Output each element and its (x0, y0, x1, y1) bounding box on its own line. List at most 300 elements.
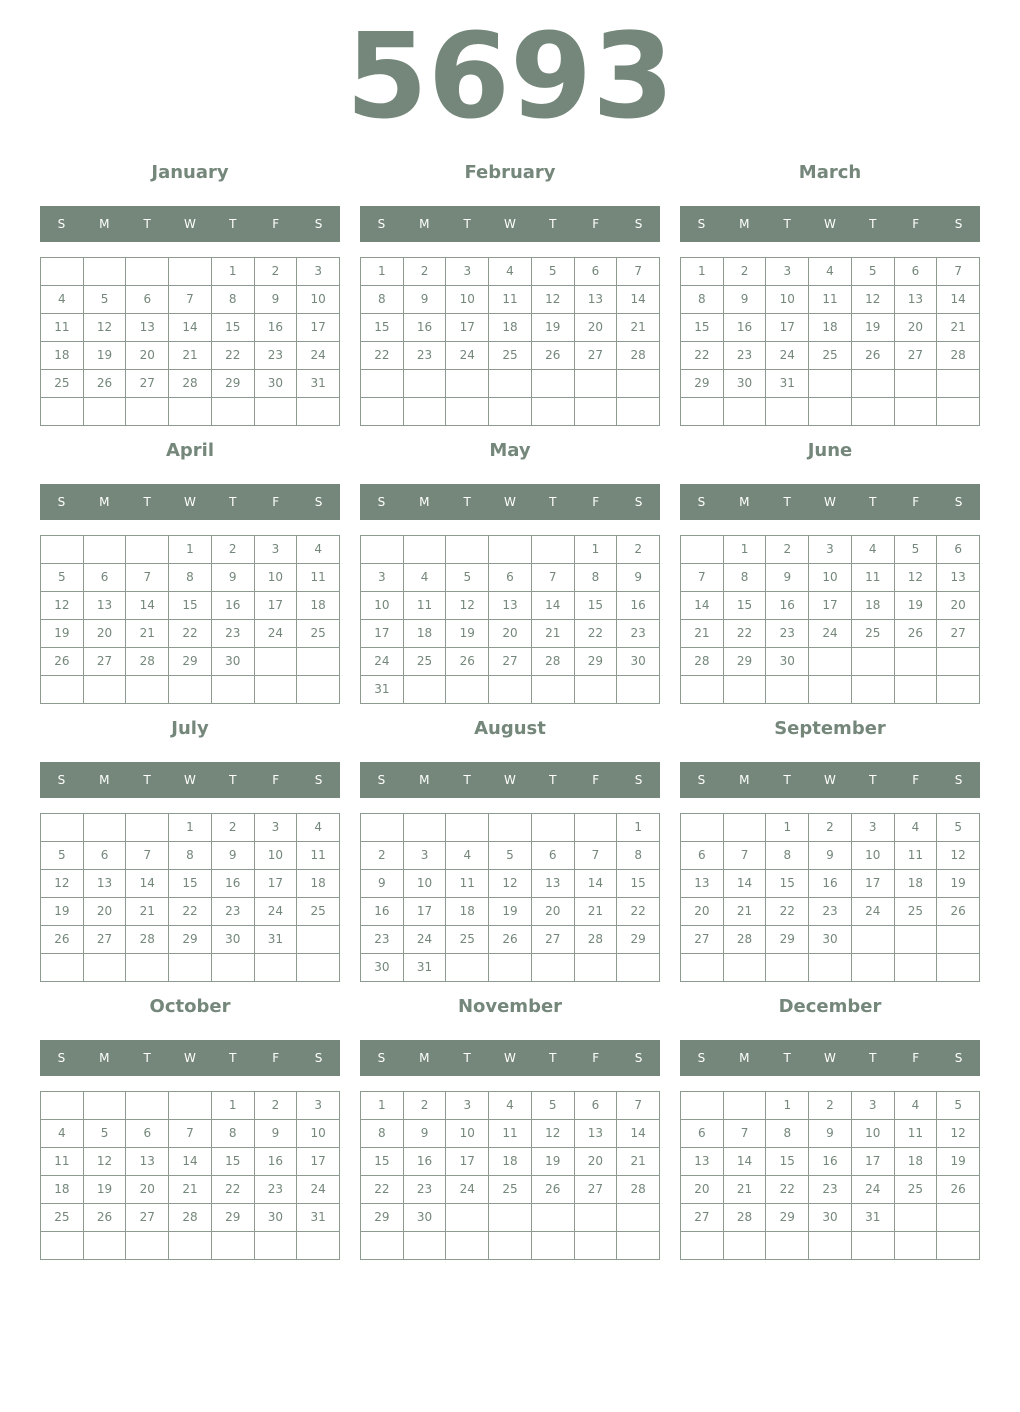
day-cell[interactable]: 27 (532, 926, 575, 954)
day-cell[interactable]: 5 (41, 842, 84, 870)
day-cell[interactable]: 30 (809, 926, 852, 954)
day-cell[interactable]: 21 (169, 1176, 212, 1204)
day-cell[interactable]: 3 (361, 564, 404, 592)
day-cell[interactable]: 8 (212, 1120, 255, 1148)
day-cell[interactable]: 24 (809, 620, 852, 648)
day-cell[interactable]: 21 (617, 1148, 660, 1176)
day-cell[interactable]: 25 (41, 1204, 84, 1232)
day-cell[interactable]: 30 (724, 370, 767, 398)
day-cell[interactable]: 28 (575, 926, 618, 954)
day-cell[interactable]: 10 (809, 564, 852, 592)
day-cell[interactable]: 21 (724, 1176, 767, 1204)
day-cell[interactable]: 11 (446, 870, 489, 898)
day-cell[interactable]: 26 (41, 926, 84, 954)
day-cell[interactable]: 4 (852, 536, 895, 564)
day-cell[interactable]: 3 (809, 536, 852, 564)
day-cell[interactable]: 23 (809, 898, 852, 926)
day-cell[interactable]: 6 (681, 1120, 724, 1148)
day-cell[interactable]: 20 (575, 1148, 618, 1176)
day-cell[interactable]: 17 (255, 592, 298, 620)
day-cell[interactable]: 29 (766, 926, 809, 954)
day-cell[interactable]: 6 (84, 842, 127, 870)
day-cell[interactable]: 20 (126, 1176, 169, 1204)
day-cell[interactable]: 19 (532, 314, 575, 342)
day-cell[interactable]: 5 (84, 286, 127, 314)
day-cell[interactable]: 21 (937, 314, 980, 342)
day-cell[interactable]: 26 (84, 370, 127, 398)
day-cell[interactable]: 14 (532, 592, 575, 620)
day-cell[interactable]: 21 (532, 620, 575, 648)
day-cell[interactable]: 14 (724, 870, 767, 898)
day-cell[interactable]: 7 (617, 1092, 660, 1120)
day-cell[interactable]: 23 (617, 620, 660, 648)
day-cell[interactable]: 14 (617, 1120, 660, 1148)
day-cell[interactable]: 30 (766, 648, 809, 676)
day-cell[interactable]: 16 (255, 314, 298, 342)
day-cell[interactable]: 29 (575, 648, 618, 676)
day-cell[interactable]: 24 (255, 620, 298, 648)
day-cell[interactable]: 18 (41, 1176, 84, 1204)
day-cell[interactable]: 4 (297, 814, 340, 842)
day-cell[interactable]: 19 (532, 1148, 575, 1176)
day-cell[interactable]: 24 (446, 1176, 489, 1204)
day-cell[interactable]: 14 (126, 870, 169, 898)
day-cell[interactable]: 8 (681, 286, 724, 314)
day-cell[interactable]: 15 (361, 1148, 404, 1176)
day-cell[interactable]: 19 (41, 620, 84, 648)
day-cell[interactable]: 16 (809, 870, 852, 898)
day-cell[interactable]: 9 (766, 564, 809, 592)
day-cell[interactable]: 30 (212, 648, 255, 676)
day-cell[interactable]: 17 (404, 898, 447, 926)
day-cell[interactable]: 10 (255, 564, 298, 592)
day-cell[interactable]: 13 (681, 870, 724, 898)
day-cell[interactable]: 19 (895, 592, 938, 620)
day-cell[interactable]: 18 (489, 1148, 532, 1176)
day-cell[interactable]: 1 (766, 814, 809, 842)
day-cell[interactable]: 7 (937, 258, 980, 286)
day-cell[interactable]: 17 (255, 870, 298, 898)
day-cell[interactable]: 29 (361, 1204, 404, 1232)
day-cell[interactable]: 4 (446, 842, 489, 870)
day-cell[interactable]: 11 (41, 314, 84, 342)
day-cell[interactable]: 19 (937, 870, 980, 898)
day-cell[interactable]: 16 (212, 592, 255, 620)
day-cell[interactable]: 4 (41, 286, 84, 314)
day-cell[interactable]: 17 (446, 1148, 489, 1176)
day-cell[interactable]: 5 (532, 1092, 575, 1120)
day-cell[interactable]: 2 (809, 814, 852, 842)
day-cell[interactable]: 30 (255, 370, 298, 398)
day-cell[interactable]: 10 (852, 1120, 895, 1148)
day-cell[interactable]: 18 (404, 620, 447, 648)
day-cell[interactable]: 28 (724, 926, 767, 954)
day-cell[interactable]: 28 (126, 648, 169, 676)
day-cell[interactable]: 22 (681, 342, 724, 370)
day-cell[interactable]: 5 (852, 258, 895, 286)
day-cell[interactable]: 11 (41, 1148, 84, 1176)
day-cell[interactable]: 17 (809, 592, 852, 620)
day-cell[interactable]: 1 (617, 814, 660, 842)
day-cell[interactable]: 2 (255, 258, 298, 286)
day-cell[interactable]: 22 (212, 1176, 255, 1204)
day-cell[interactable]: 8 (724, 564, 767, 592)
day-cell[interactable]: 25 (895, 898, 938, 926)
day-cell[interactable]: 5 (532, 258, 575, 286)
day-cell[interactable]: 31 (852, 1204, 895, 1232)
day-cell[interactable]: 18 (895, 870, 938, 898)
day-cell[interactable]: 30 (617, 648, 660, 676)
day-cell[interactable]: 15 (766, 870, 809, 898)
day-cell[interactable]: 9 (212, 564, 255, 592)
day-cell[interactable]: 15 (575, 592, 618, 620)
day-cell[interactable]: 30 (255, 1204, 298, 1232)
day-cell[interactable]: 28 (681, 648, 724, 676)
day-cell[interactable]: 11 (809, 286, 852, 314)
day-cell[interactable]: 27 (126, 370, 169, 398)
day-cell[interactable]: 24 (766, 342, 809, 370)
day-cell[interactable]: 11 (489, 1120, 532, 1148)
day-cell[interactable]: 19 (84, 342, 127, 370)
day-cell[interactable]: 11 (297, 564, 340, 592)
day-cell[interactable]: 27 (126, 1204, 169, 1232)
day-cell[interactable]: 5 (937, 1092, 980, 1120)
day-cell[interactable]: 28 (126, 926, 169, 954)
day-cell[interactable]: 16 (766, 592, 809, 620)
day-cell[interactable]: 22 (617, 898, 660, 926)
day-cell[interactable]: 4 (489, 258, 532, 286)
day-cell[interactable]: 13 (84, 592, 127, 620)
day-cell[interactable]: 5 (84, 1120, 127, 1148)
day-cell[interactable]: 4 (895, 1092, 938, 1120)
day-cell[interactable]: 31 (255, 926, 298, 954)
day-cell[interactable]: 17 (361, 620, 404, 648)
day-cell[interactable]: 29 (212, 370, 255, 398)
day-cell[interactable]: 9 (724, 286, 767, 314)
day-cell[interactable]: 14 (169, 1148, 212, 1176)
day-cell[interactable]: 17 (766, 314, 809, 342)
day-cell[interactable]: 8 (169, 564, 212, 592)
day-cell[interactable]: 4 (895, 814, 938, 842)
day-cell[interactable]: 17 (852, 1148, 895, 1176)
day-cell[interactable]: 4 (809, 258, 852, 286)
day-cell[interactable]: 27 (575, 342, 618, 370)
day-cell[interactable]: 6 (126, 1120, 169, 1148)
day-cell[interactable]: 9 (212, 842, 255, 870)
day-cell[interactable]: 31 (297, 1204, 340, 1232)
day-cell[interactable]: 2 (212, 814, 255, 842)
day-cell[interactable]: 1 (212, 258, 255, 286)
day-cell[interactable]: 9 (809, 1120, 852, 1148)
day-cell[interactable]: 28 (617, 342, 660, 370)
day-cell[interactable]: 30 (212, 926, 255, 954)
day-cell[interactable]: 3 (852, 1092, 895, 1120)
day-cell[interactable]: 28 (724, 1204, 767, 1232)
day-cell[interactable]: 24 (297, 1176, 340, 1204)
day-cell[interactable]: 22 (169, 620, 212, 648)
day-cell[interactable]: 31 (361, 676, 404, 704)
day-cell[interactable]: 26 (937, 898, 980, 926)
day-cell[interactable]: 23 (404, 1176, 447, 1204)
day-cell[interactable]: 25 (297, 620, 340, 648)
day-cell[interactable]: 13 (84, 870, 127, 898)
day-cell[interactable]: 19 (852, 314, 895, 342)
day-cell[interactable]: 4 (404, 564, 447, 592)
day-cell[interactable]: 22 (212, 342, 255, 370)
day-cell[interactable]: 8 (169, 842, 212, 870)
day-cell[interactable]: 26 (41, 648, 84, 676)
day-cell[interactable]: 26 (532, 1176, 575, 1204)
day-cell[interactable]: 2 (766, 536, 809, 564)
day-cell[interactable]: 27 (895, 342, 938, 370)
day-cell[interactable]: 29 (681, 370, 724, 398)
day-cell[interactable]: 18 (41, 342, 84, 370)
day-cell[interactable]: 2 (809, 1092, 852, 1120)
day-cell[interactable]: 24 (255, 898, 298, 926)
day-cell[interactable]: 10 (766, 286, 809, 314)
day-cell[interactable]: 23 (809, 1176, 852, 1204)
day-cell[interactable]: 12 (446, 592, 489, 620)
day-cell[interactable]: 5 (41, 564, 84, 592)
day-cell[interactable]: 1 (169, 814, 212, 842)
day-cell[interactable]: 26 (84, 1204, 127, 1232)
day-cell[interactable]: 24 (852, 1176, 895, 1204)
day-cell[interactable]: 17 (297, 314, 340, 342)
day-cell[interactable]: 3 (852, 814, 895, 842)
day-cell[interactable]: 25 (852, 620, 895, 648)
day-cell[interactable]: 13 (681, 1148, 724, 1176)
day-cell[interactable]: 18 (852, 592, 895, 620)
day-cell[interactable]: 22 (361, 342, 404, 370)
day-cell[interactable]: 8 (766, 842, 809, 870)
day-cell[interactable]: 18 (446, 898, 489, 926)
day-cell[interactable]: 31 (766, 370, 809, 398)
day-cell[interactable]: 23 (724, 342, 767, 370)
day-cell[interactable]: 20 (489, 620, 532, 648)
day-cell[interactable]: 14 (617, 286, 660, 314)
day-cell[interactable]: 24 (361, 648, 404, 676)
day-cell[interactable]: 16 (212, 870, 255, 898)
day-cell[interactable]: 24 (404, 926, 447, 954)
day-cell[interactable]: 20 (84, 620, 127, 648)
day-cell[interactable]: 3 (766, 258, 809, 286)
day-cell[interactable]: 8 (212, 286, 255, 314)
day-cell[interactable]: 18 (297, 592, 340, 620)
day-cell[interactable]: 10 (446, 286, 489, 314)
day-cell[interactable]: 15 (766, 1148, 809, 1176)
day-cell[interactable]: 10 (297, 286, 340, 314)
day-cell[interactable]: 25 (489, 1176, 532, 1204)
day-cell[interactable]: 26 (446, 648, 489, 676)
day-cell[interactable]: 6 (937, 536, 980, 564)
day-cell[interactable]: 14 (575, 870, 618, 898)
day-cell[interactable]: 15 (617, 870, 660, 898)
day-cell[interactable]: 16 (404, 1148, 447, 1176)
day-cell[interactable]: 26 (489, 926, 532, 954)
day-cell[interactable]: 1 (724, 536, 767, 564)
day-cell[interactable]: 27 (84, 648, 127, 676)
day-cell[interactable]: 20 (681, 1176, 724, 1204)
day-cell[interactable]: 8 (617, 842, 660, 870)
day-cell[interactable]: 19 (84, 1176, 127, 1204)
day-cell[interactable]: 6 (84, 564, 127, 592)
day-cell[interactable]: 1 (212, 1092, 255, 1120)
day-cell[interactable]: 11 (895, 1120, 938, 1148)
day-cell[interactable]: 20 (681, 898, 724, 926)
day-cell[interactable]: 3 (404, 842, 447, 870)
day-cell[interactable]: 25 (41, 370, 84, 398)
day-cell[interactable]: 29 (169, 648, 212, 676)
day-cell[interactable]: 11 (297, 842, 340, 870)
day-cell[interactable]: 21 (724, 898, 767, 926)
day-cell[interactable]: 11 (852, 564, 895, 592)
day-cell[interactable]: 16 (361, 898, 404, 926)
day-cell[interactable]: 25 (297, 898, 340, 926)
day-cell[interactable]: 23 (404, 342, 447, 370)
day-cell[interactable]: 11 (489, 286, 532, 314)
day-cell[interactable]: 7 (126, 842, 169, 870)
day-cell[interactable]: 10 (297, 1120, 340, 1148)
day-cell[interactable]: 5 (446, 564, 489, 592)
day-cell[interactable]: 7 (681, 564, 724, 592)
day-cell[interactable]: 8 (766, 1120, 809, 1148)
day-cell[interactable]: 9 (809, 842, 852, 870)
day-cell[interactable]: 28 (617, 1176, 660, 1204)
day-cell[interactable]: 26 (532, 342, 575, 370)
day-cell[interactable]: 15 (169, 870, 212, 898)
day-cell[interactable]: 30 (404, 1204, 447, 1232)
day-cell[interactable]: 4 (489, 1092, 532, 1120)
day-cell[interactable]: 22 (169, 898, 212, 926)
day-cell[interactable]: 29 (212, 1204, 255, 1232)
day-cell[interactable]: 7 (617, 258, 660, 286)
day-cell[interactable]: 31 (297, 370, 340, 398)
day-cell[interactable]: 18 (809, 314, 852, 342)
day-cell[interactable]: 23 (212, 620, 255, 648)
day-cell[interactable]: 14 (724, 1148, 767, 1176)
day-cell[interactable]: 1 (766, 1092, 809, 1120)
day-cell[interactable]: 27 (681, 1204, 724, 1232)
day-cell[interactable]: 7 (532, 564, 575, 592)
day-cell[interactable]: 22 (766, 1176, 809, 1204)
day-cell[interactable]: 27 (84, 926, 127, 954)
day-cell[interactable]: 16 (724, 314, 767, 342)
day-cell[interactable]: 9 (617, 564, 660, 592)
day-cell[interactable]: 21 (617, 314, 660, 342)
day-cell[interactable]: 1 (169, 536, 212, 564)
day-cell[interactable]: 27 (489, 648, 532, 676)
day-cell[interactable]: 9 (255, 1120, 298, 1148)
day-cell[interactable]: 16 (255, 1148, 298, 1176)
day-cell[interactable]: 19 (446, 620, 489, 648)
day-cell[interactable]: 15 (169, 592, 212, 620)
day-cell[interactable]: 20 (84, 898, 127, 926)
day-cell[interactable]: 14 (169, 314, 212, 342)
day-cell[interactable]: 13 (126, 314, 169, 342)
day-cell[interactable]: 24 (852, 898, 895, 926)
day-cell[interactable]: 25 (404, 648, 447, 676)
day-cell[interactable]: 21 (126, 620, 169, 648)
day-cell[interactable]: 13 (575, 286, 618, 314)
day-cell[interactable]: 8 (361, 1120, 404, 1148)
day-cell[interactable]: 30 (809, 1204, 852, 1232)
day-cell[interactable]: 31 (404, 954, 447, 982)
day-cell[interactable]: 13 (937, 564, 980, 592)
day-cell[interactable]: 14 (937, 286, 980, 314)
day-cell[interactable]: 26 (937, 1176, 980, 1204)
day-cell[interactable]: 17 (446, 314, 489, 342)
day-cell[interactable]: 10 (446, 1120, 489, 1148)
day-cell[interactable]: 20 (895, 314, 938, 342)
day-cell[interactable]: 13 (575, 1120, 618, 1148)
day-cell[interactable]: 27 (575, 1176, 618, 1204)
day-cell[interactable]: 10 (404, 870, 447, 898)
day-cell[interactable]: 4 (297, 536, 340, 564)
day-cell[interactable]: 20 (937, 592, 980, 620)
day-cell[interactable]: 9 (255, 286, 298, 314)
day-cell[interactable]: 22 (766, 898, 809, 926)
day-cell[interactable]: 21 (681, 620, 724, 648)
day-cell[interactable]: 18 (297, 870, 340, 898)
day-cell[interactable]: 15 (681, 314, 724, 342)
day-cell[interactable]: 6 (575, 258, 618, 286)
day-cell[interactable]: 10 (255, 842, 298, 870)
day-cell[interactable]: 12 (937, 842, 980, 870)
day-cell[interactable]: 14 (681, 592, 724, 620)
day-cell[interactable]: 11 (895, 842, 938, 870)
day-cell[interactable]: 23 (212, 898, 255, 926)
day-cell[interactable]: 7 (724, 842, 767, 870)
day-cell[interactable]: 11 (404, 592, 447, 620)
day-cell[interactable]: 26 (895, 620, 938, 648)
day-cell[interactable]: 3 (297, 258, 340, 286)
day-cell[interactable]: 13 (489, 592, 532, 620)
day-cell[interactable]: 9 (404, 1120, 447, 1148)
day-cell[interactable]: 28 (169, 370, 212, 398)
day-cell[interactable]: 12 (41, 870, 84, 898)
day-cell[interactable]: 15 (361, 314, 404, 342)
day-cell[interactable]: 25 (809, 342, 852, 370)
day-cell[interactable]: 28 (532, 648, 575, 676)
day-cell[interactable]: 16 (809, 1148, 852, 1176)
day-cell[interactable]: 3 (255, 536, 298, 564)
day-cell[interactable]: 19 (937, 1148, 980, 1176)
day-cell[interactable]: 16 (617, 592, 660, 620)
day-cell[interactable]: 20 (126, 342, 169, 370)
day-cell[interactable]: 12 (532, 1120, 575, 1148)
day-cell[interactable]: 12 (937, 1120, 980, 1148)
day-cell[interactable]: 1 (361, 258, 404, 286)
day-cell[interactable]: 18 (895, 1148, 938, 1176)
day-cell[interactable]: 17 (852, 870, 895, 898)
day-cell[interactable]: 14 (126, 592, 169, 620)
day-cell[interactable]: 15 (212, 314, 255, 342)
day-cell[interactable]: 28 (169, 1204, 212, 1232)
day-cell[interactable]: 23 (361, 926, 404, 954)
day-cell[interactable]: 1 (681, 258, 724, 286)
day-cell[interactable]: 8 (361, 286, 404, 314)
day-cell[interactable]: 7 (724, 1120, 767, 1148)
day-cell[interactable]: 27 (937, 620, 980, 648)
day-cell[interactable]: 26 (852, 342, 895, 370)
day-cell[interactable]: 29 (724, 648, 767, 676)
day-cell[interactable]: 9 (404, 286, 447, 314)
day-cell[interactable]: 18 (489, 314, 532, 342)
day-cell[interactable]: 23 (255, 1176, 298, 1204)
day-cell[interactable]: 12 (41, 592, 84, 620)
day-cell[interactable]: 12 (852, 286, 895, 314)
day-cell[interactable]: 10 (361, 592, 404, 620)
